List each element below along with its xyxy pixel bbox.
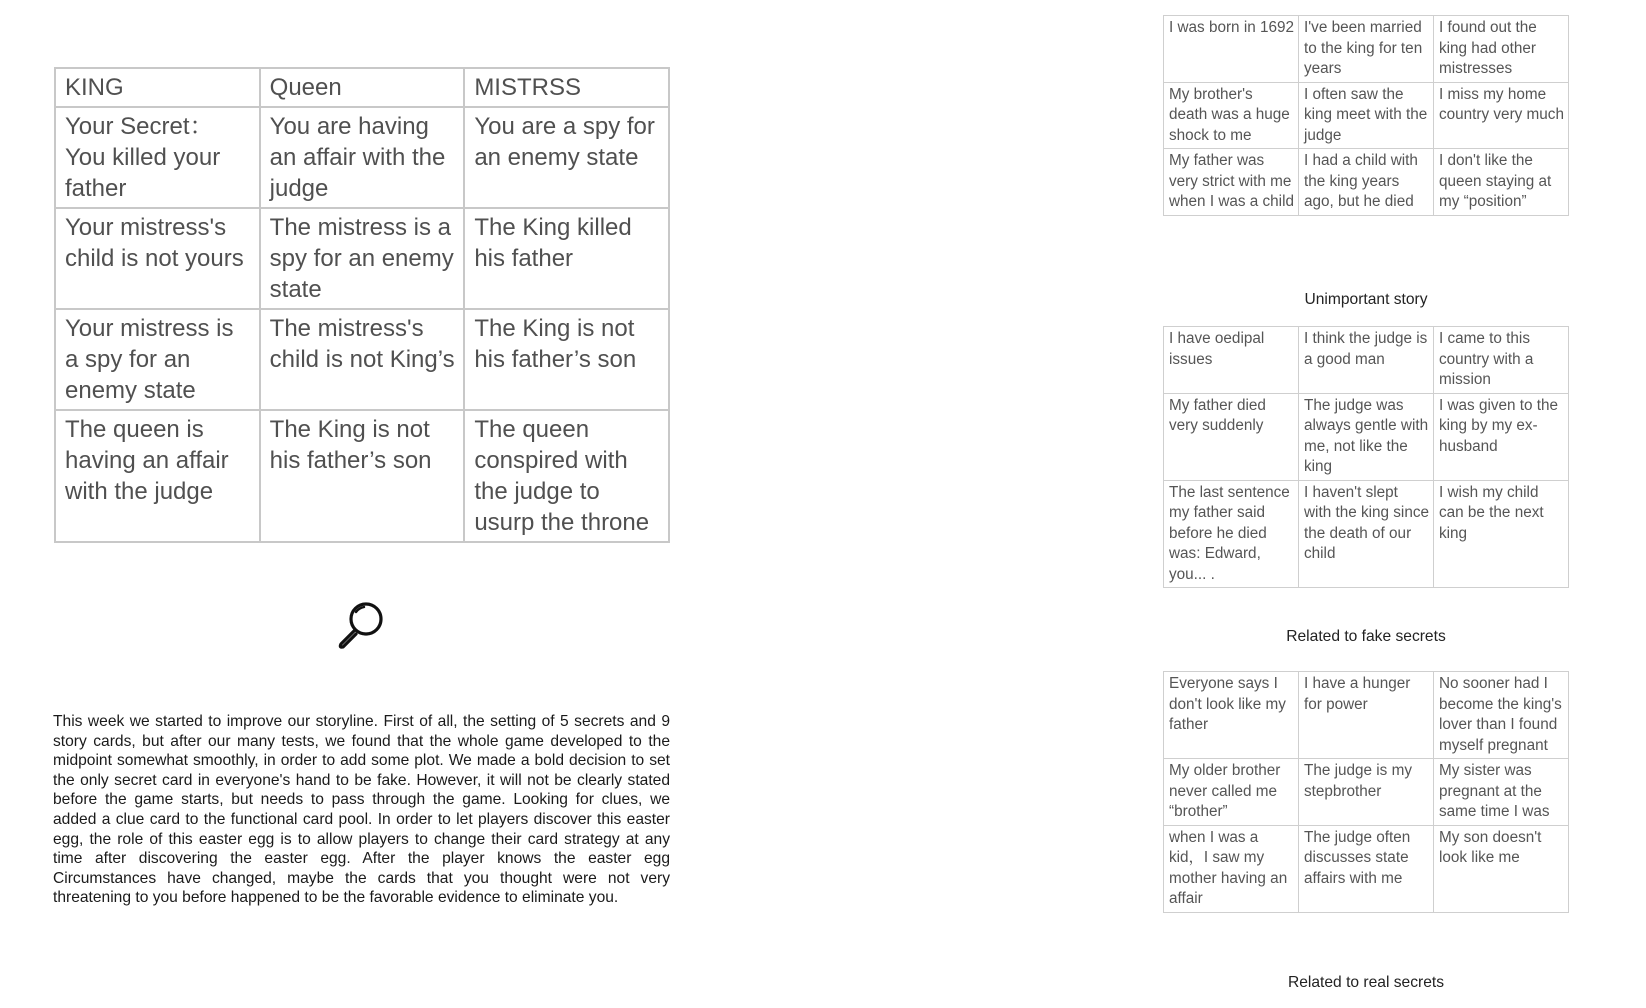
table-row [55,208,669,309]
table-cell: I often saw the king meet with the judge [1299,82,1434,149]
table-row [1164,672,1569,759]
table-cell: My son doesn't look like me [1434,825,1569,912]
table-cell: I had a child with the king years ago, but he died [1299,149,1434,216]
table-row [1164,149,1569,216]
caption-real-secrets: Related to real secrets [1287,974,1444,991]
story-table-unimportant [1163,15,1569,216]
table-cell: The King is not his father’s son [260,410,465,542]
table-cell: You are a spy for an enemy state [464,107,669,208]
table-row [1164,825,1569,912]
table-row [1164,759,1569,826]
table-cell: The last sentence my father said before he died was: Edward, you... . [1164,480,1299,588]
table-cell: I came to this country with a mission [1434,327,1569,394]
header-mistress: MISTRSS [464,68,669,107]
table-cell: I miss my home country very much [1434,82,1569,149]
table-cell: My father was very strict with me when I was a child [1164,149,1299,216]
header-queen: Queen [260,68,465,107]
table-cell: I have a hunger for power [1299,672,1434,759]
table-cell: The mistress is a spy for an enemy state [260,208,465,309]
table-cell: No sooner had I become the king's lover than I found myself pregnant [1434,672,1569,759]
magnifier-icon [334,598,388,652]
table-cell: The King is not his father’s son [464,309,669,410]
header-king: KING [55,68,260,107]
table-row [1164,327,1569,394]
table-cell: I was born in 1692 [1164,16,1299,83]
table-cell: The queen conspired with the judge to usurp the throne [464,410,669,542]
story-table-real-secrets [1163,671,1569,913]
table-cell: Your mistress is a spy for an enemy state [55,309,260,410]
table-row [55,309,669,410]
table-cell: My older brother never called me “brother” [1164,759,1299,826]
table-cell: I wish my child can be the next king [1434,480,1569,588]
table-cell: I was given to the king by my ex-husband [1434,393,1569,480]
table-cell: The judge was always gentle with me, not like the king [1299,393,1434,480]
table-cell: You are having an affair with the judge [260,107,465,208]
table-row [1164,16,1569,83]
table-cell: I think the judge is a good man [1299,327,1434,394]
table-cell: My sister was pregnant at the same time I was [1434,759,1569,826]
table-row [55,107,669,208]
table-row [1164,82,1569,149]
caption-unimportant-story: Unimportant story [1304,291,1428,308]
table-header-row [55,68,669,107]
table-cell: Your Secret： You killed your father [55,107,260,208]
table-cell: when I was a kid，I saw my mother having an affair [1164,825,1299,912]
table-cell: The King killed his father [464,208,669,309]
table-cell: I've been married to the king for ten years [1299,16,1434,83]
table-row [1164,393,1569,480]
story-table-fake-secrets [1163,326,1569,588]
table-cell: The judge is my stepbrother [1299,759,1434,826]
table-row [55,410,669,542]
table-cell: Everyone says I don't look like my father [1164,672,1299,759]
table-cell: I have oedipal issues [1164,327,1299,394]
table-cell: My father died very suddenly [1164,393,1299,480]
description-paragraph: This week we started to improve our storyline. First of all, the setting of 5 secrets and 9 story cards, but after our many tests, we found that the whole game developed to the midpoint somewhat smoothly, in order to add some plot. We made a bold decision to set the only secret card in everyone's hand to be fake. However, it will not be clearly stated before the game starts, but needs to pass through the game. Looking for clues, we added a clue card to the functional card pool. In order to let players discover this easter egg, the role of this easter egg is to allow players to change their card strategy at any time after discovering the easter egg. After the player knows the easter egg Circumstances have changed, maybe the cards that you thought were not very threatening to you before happened to be the favorable evidence to eliminate you. [53,713,670,907]
table-row [1164,480,1569,588]
table-cell: Your mistress's child is not yours [55,208,260,309]
table-cell: I haven't slept with the king since the death of our child [1299,480,1434,588]
table-cell: My brother's death was a huge shock to me [1164,82,1299,149]
table-cell: The judge often discusses state affairs with me [1299,825,1434,912]
table-cell: I don't like the queen staying at my “position” [1434,149,1569,216]
secrets-table [54,67,670,543]
table-cell: The mistress's child is not King’s [260,309,465,410]
table-cell: I found out the king had other mistresses [1434,16,1569,83]
table-cell: The queen is having an affair with the judge [55,410,260,542]
caption-fake-secrets: Related to fake secrets [1286,628,1446,645]
